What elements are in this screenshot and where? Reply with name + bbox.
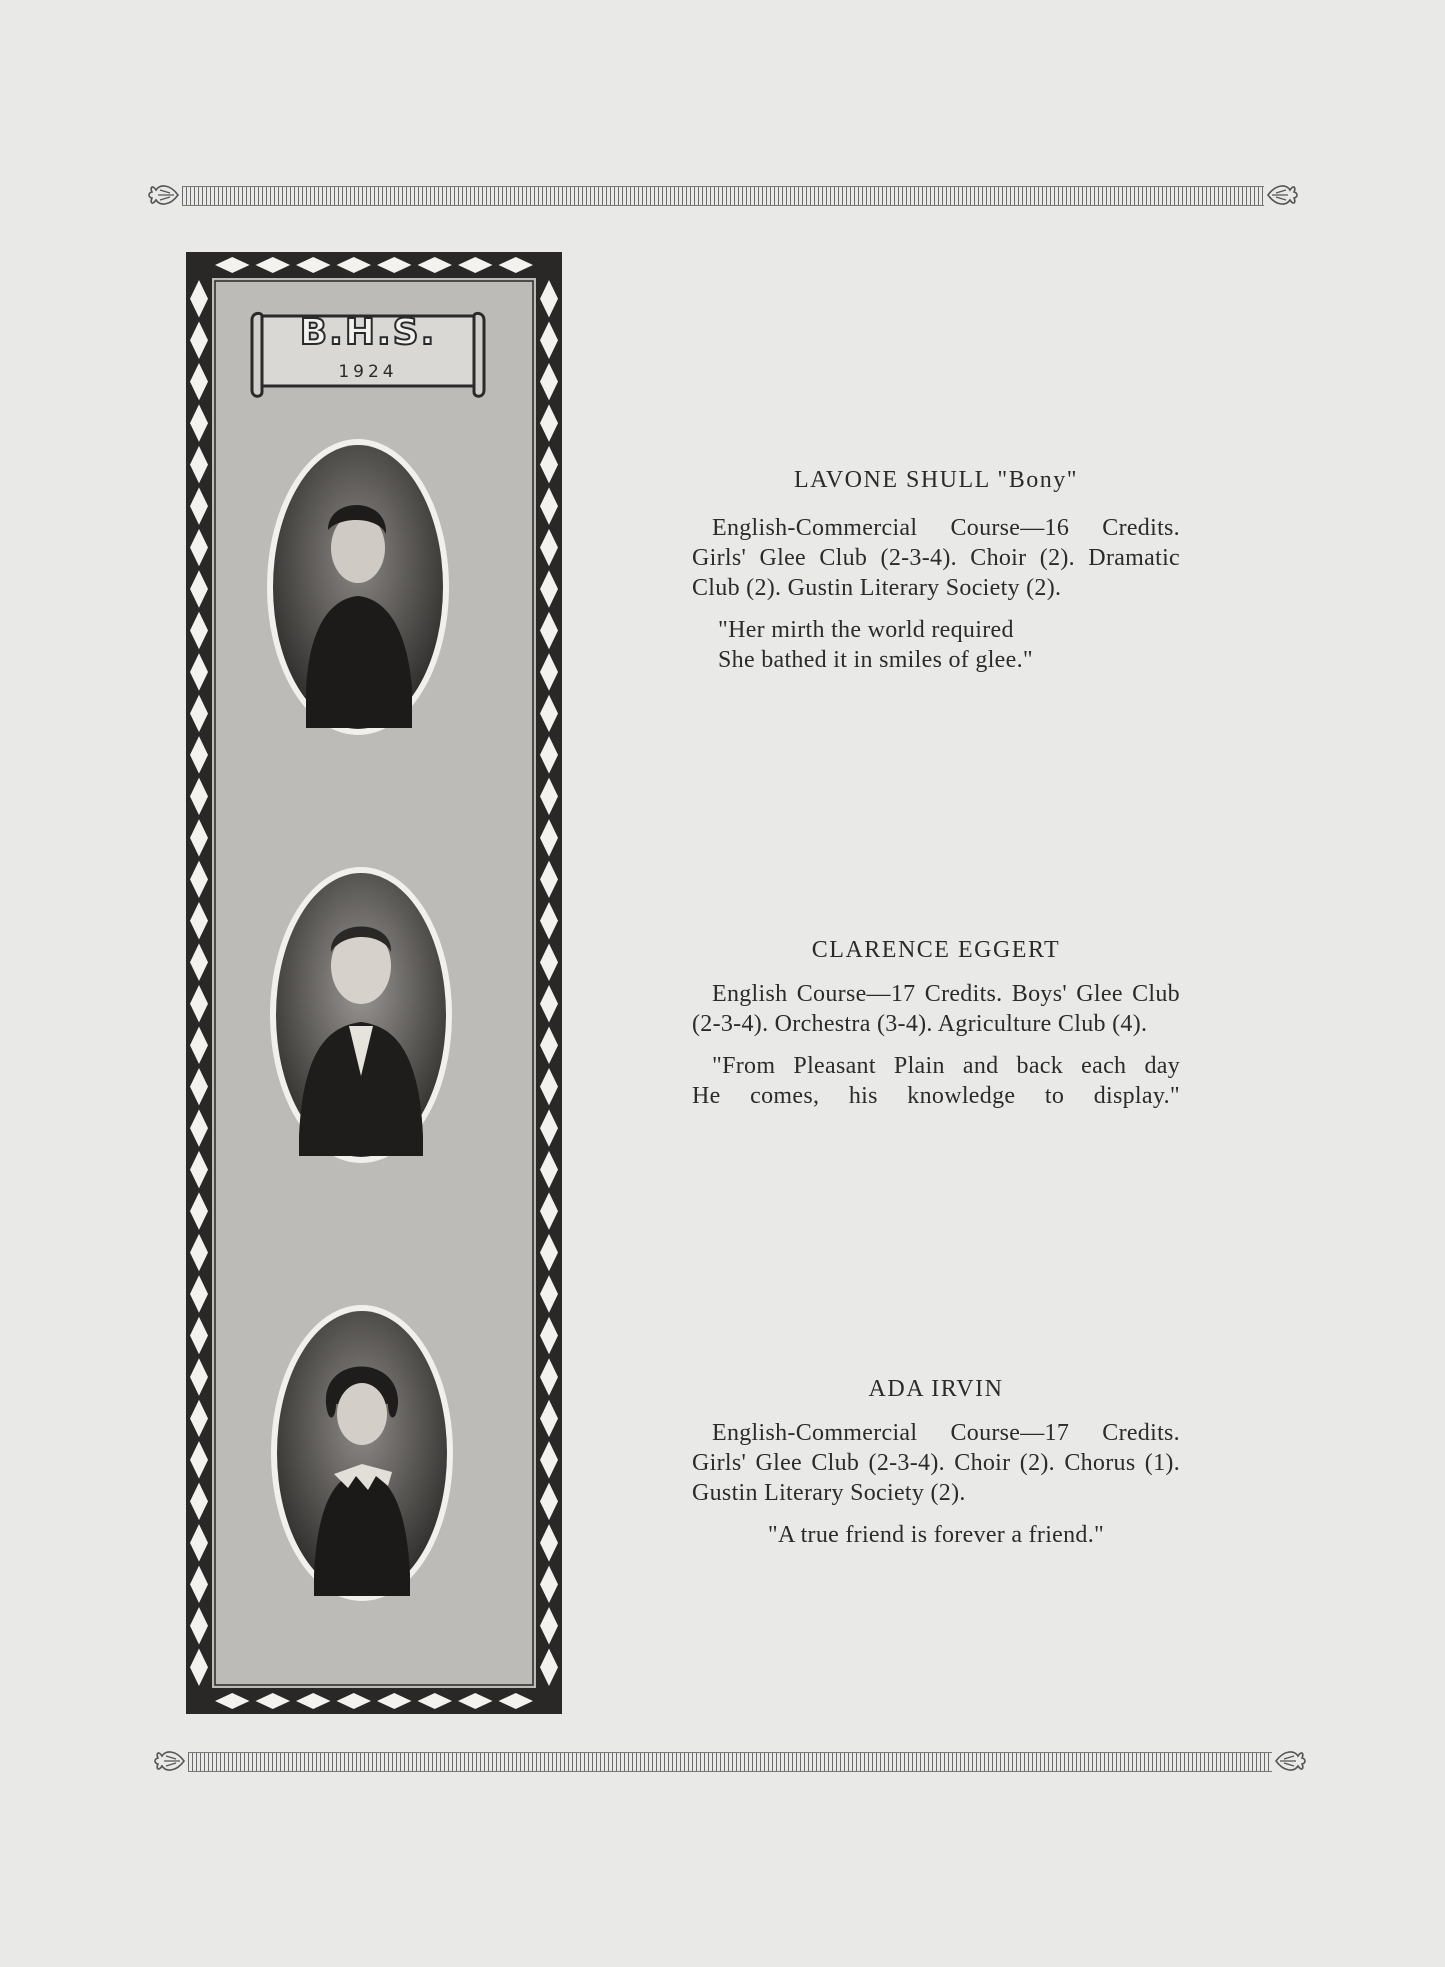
student-name: ADA IRVIN — [868, 1376, 1004, 1402]
portrait-panel — [186, 252, 562, 1714]
portrait-photo — [270, 1304, 454, 1602]
banner-year: 1924 — [338, 362, 398, 382]
student-name: CLARENCE EGGERT — [811, 937, 1061, 963]
student-activities: English-Commercial Course—16 Credits. Girls' Glee Club (2-3-4). Choir (2). Dramatic Club (2). Gustin Literary Society (2). — [692, 515, 1180, 601]
student-activities: English-Commercial Course—17 Credits. Girls' Glee Club (2-3-4). Choir (2). Chorus (1). Gustin Literary Society (2). — [692, 1420, 1180, 1506]
portrait-photo — [269, 866, 453, 1164]
top-ornamental-rule — [148, 180, 1298, 210]
student-activities: English Course—17 Credits. Boys' Glee Club (2-3-4). Orchestra (3-4). Agriculture Club (4). — [692, 981, 1180, 1037]
palmette-ornament-icon — [154, 1746, 186, 1776]
student-entry — [692, 1374, 1180, 1550]
school-banner — [248, 306, 488, 400]
student-entry — [692, 935, 1180, 1111]
student-entry — [692, 465, 1180, 675]
student-quote — [692, 615, 1180, 675]
banner-letters: B.H.S. — [299, 312, 437, 353]
palmette-ornament-icon — [1274, 1746, 1306, 1776]
palmette-ornament-icon — [148, 180, 180, 210]
bottom-ornamental-rule — [154, 1746, 1306, 1776]
quote-line: "A true friend is forever a friend." — [767, 1522, 1105, 1548]
student-quote — [692, 1051, 1180, 1111]
quote-line: "From Pleasant Plain and back each day — [712, 1053, 1180, 1079]
quote-line: She bathed it in smiles of glee." — [718, 647, 1033, 673]
student-name: LAVONE SHULL "Bony" — [793, 467, 1079, 493]
palmette-ornament-icon — [1266, 180, 1298, 210]
quote-line: "Her mirth the world required — [718, 617, 1014, 643]
quote-line: He comes, his knowledge to display." — [692, 1083, 1180, 1109]
student-quote — [692, 1520, 1180, 1550]
portrait-photo — [266, 438, 450, 736]
